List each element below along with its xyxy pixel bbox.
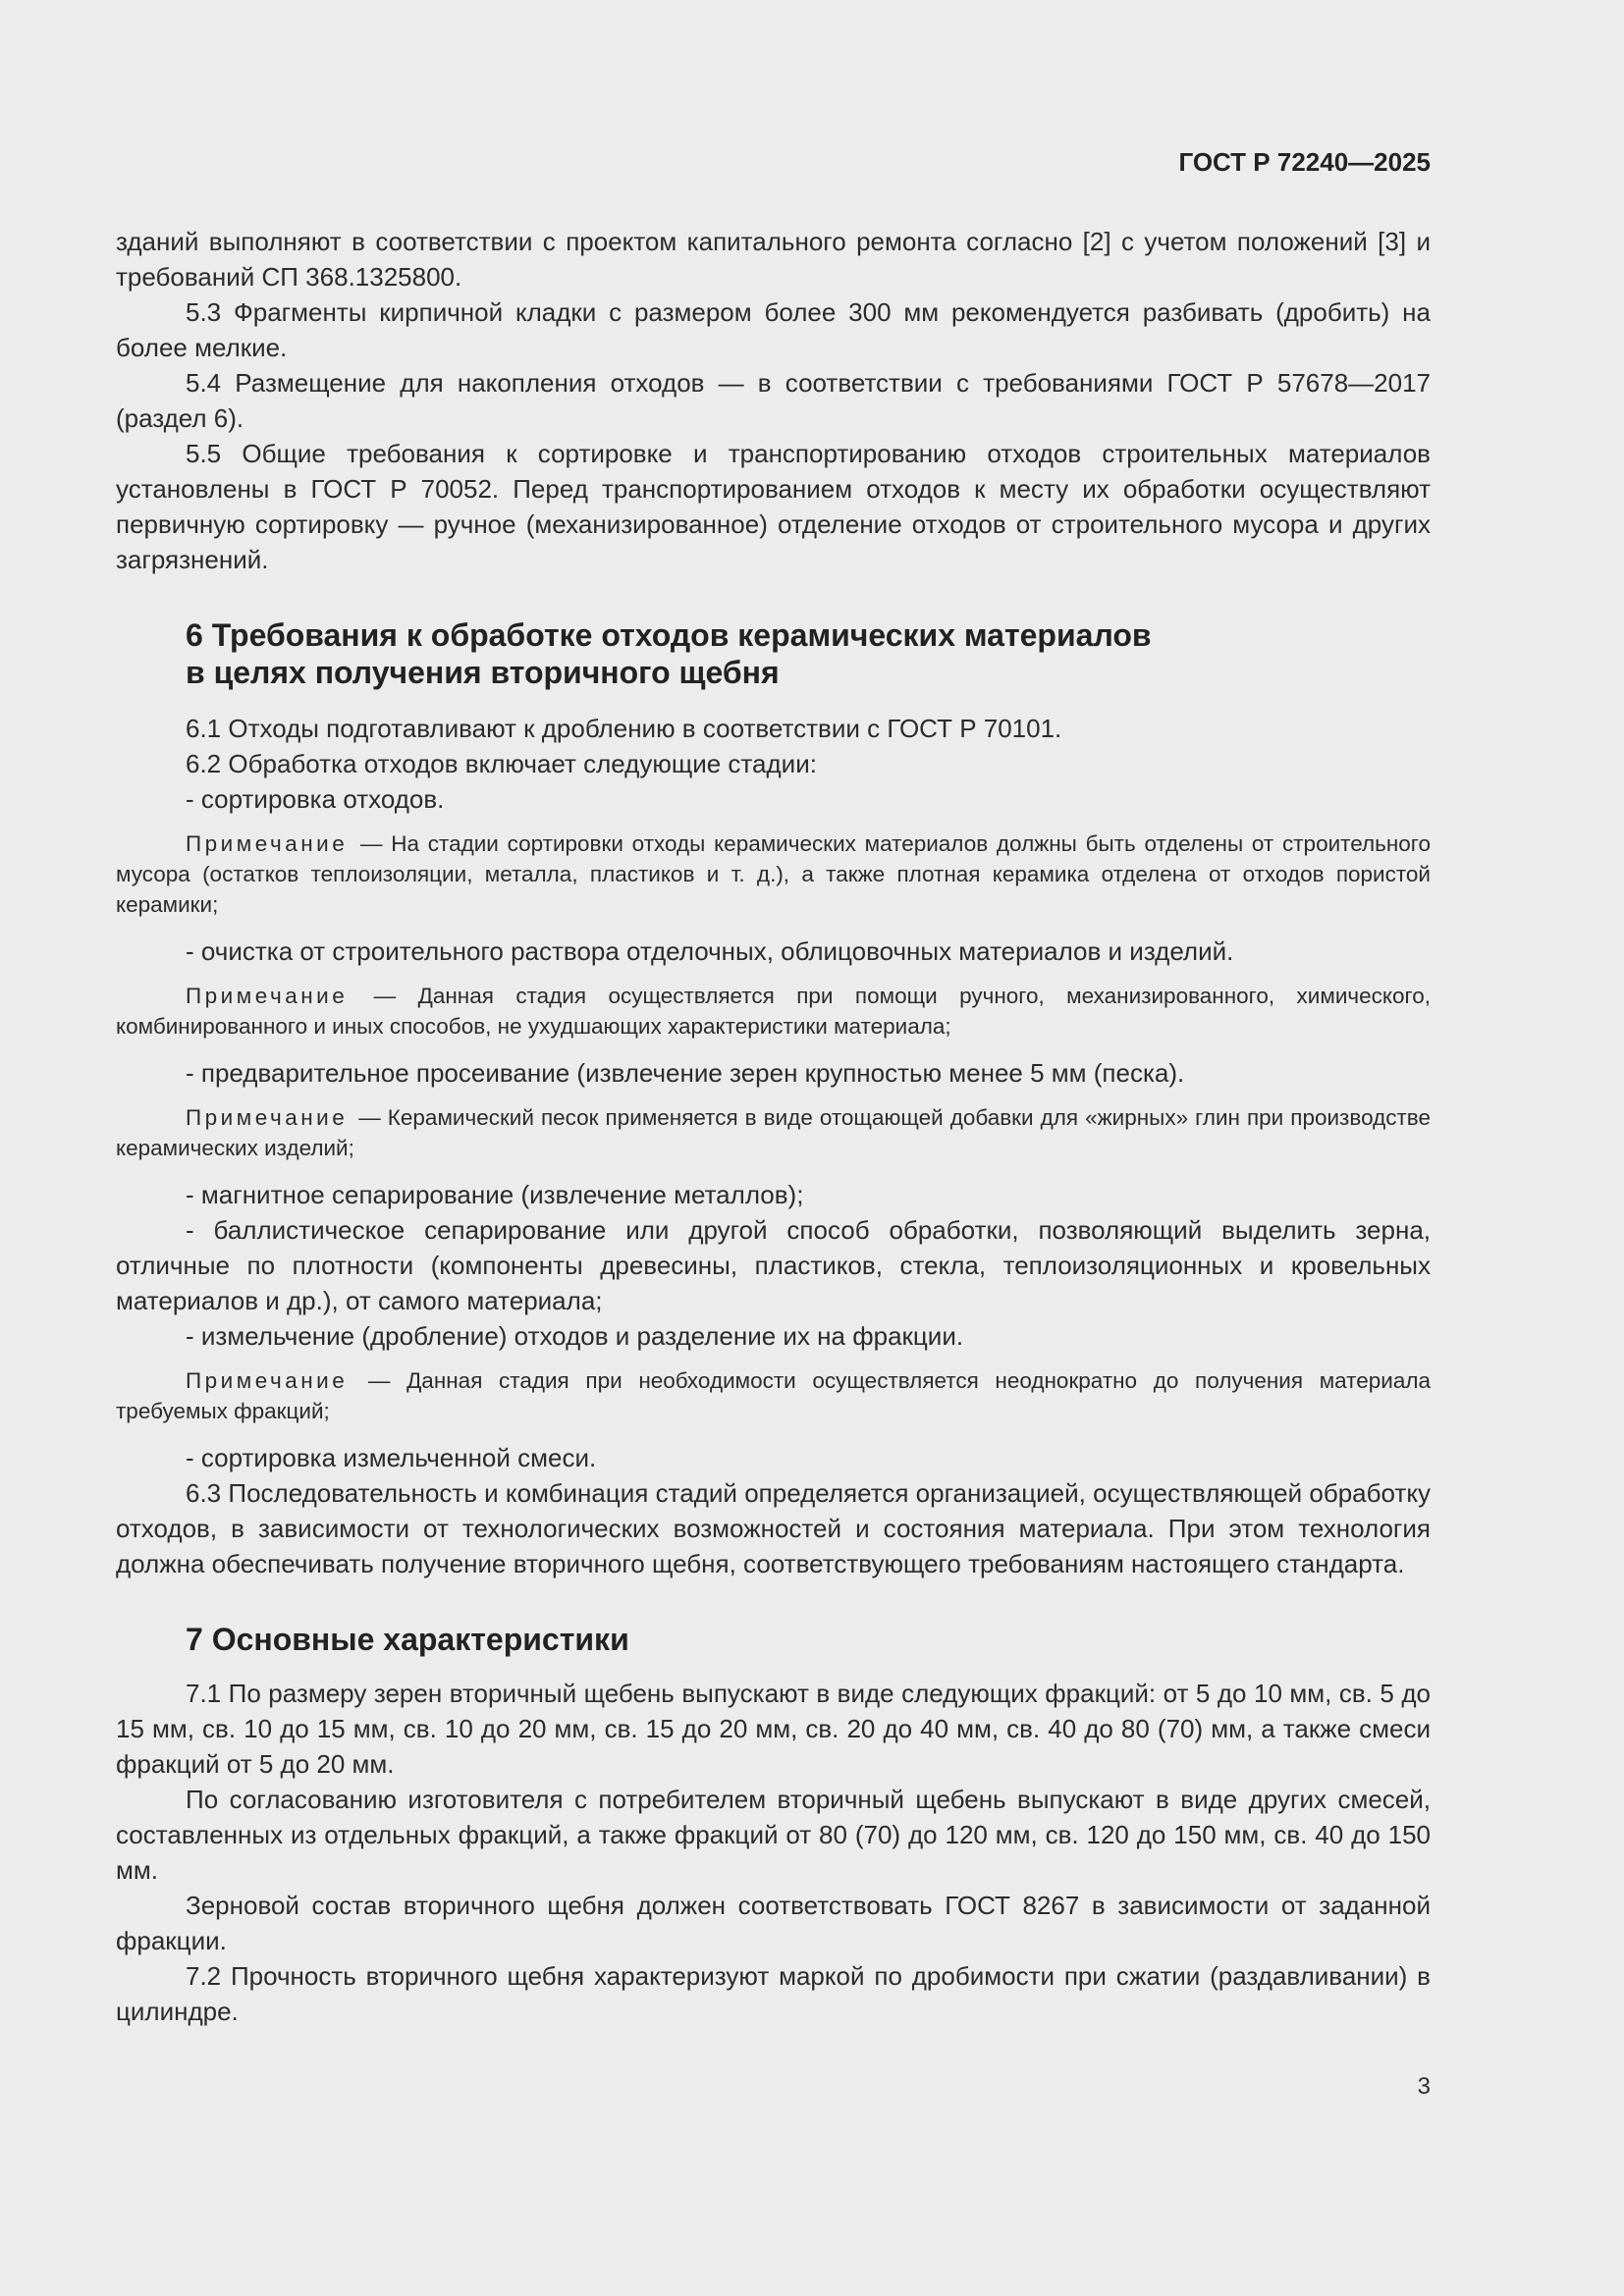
section-6-heading (116, 616, 1431, 691)
section-7-heading: 7 Основные характеристики (186, 1622, 629, 1657)
list-item-sorting: - сортировка отходов. (186, 784, 445, 814)
note-1 (116, 828, 1431, 920)
list-item-ballistic: - баллистическое сепарирование или другой способ обработки, позволяющий выделить зерна, отличные по плотности (компоненты древесины, пластиков, стекла, теплоизоляционных и кровельных материалов и др.), от самого материала; (116, 1215, 1431, 1315)
note-2 (116, 981, 1431, 1041)
paragraph-7-1-agreement: По согласованию изготовителя с потребителем вторичный щебень выпускают в виде других смесей, составленных из отдельных фракций, а также фракций от 80 (70) до 120 мм, св. 120 до 150 мм, св. 40 до 150 мм. (116, 1785, 1431, 1885)
list-item-mix-sorting: - сортировка измельченной смеси. (186, 1443, 597, 1472)
note-1-text: — На стадии сортировки отходы керамических материалов должны быть отделены от строительного мусора (остатков теплоизоляции, металла, пластиков и т. д.), а также плотная керамика отделена от отходов пористой керамики; (116, 831, 1431, 917)
note-label: Примечание (186, 1368, 349, 1393)
note-label: Примечание (186, 984, 349, 1008)
note-label: Примечание (186, 1105, 349, 1130)
note-label: Примечание (186, 831, 349, 856)
section-6-title-line-2: в целях получения вторичного щебня (186, 655, 780, 690)
paragraph-6-3: 6.3 Последовательность и комбинация стадий определяется организацией, осуществляющей обработку отходов, в зависимости от технологических возможностей и состояния материала. При этом технология должна обеспечивать получение вторичного щебня, соответствующего требованиям настоящего стандарта. (116, 1478, 1431, 1578)
standard-number-header: ГОСТ Р 72240—2025 (1178, 147, 1431, 177)
paragraph-5-5: 5.5 Общие требования к сортировке и транспортированию отходов строительных материалов установлены в ГОСТ Р 70052. Перед транспортированием отходов к месту их обработки осуществляют первичную сортировку — ручное (механизированное) отделение отходов от строительного мусора и других загрязнений. (116, 439, 1431, 574)
note-4 (116, 1365, 1431, 1426)
paragraph-7-1-grain-composition: Зерновой состав вторичного щебня должен соответствовать ГОСТ 8267 в зависимости от заданной фракции. (116, 1891, 1431, 1955)
paragraph-6-2: 6.2 Обработка отходов включает следующие стадии: (186, 749, 817, 778)
list-item-cleaning: - очистка от строительного раствора отделочных, облицовочных материалов и изделий. (186, 936, 1234, 966)
list-item-magnetic: - магнитное сепарирование (извлечение металлов); (186, 1180, 804, 1209)
list-item-crushing: - измельчение (дробление) отходов и разделение их на фракции. (186, 1321, 964, 1351)
note-4-text: — Данная стадия при необходимости осуществляется неоднократно до получения материала требуемых фракций; (116, 1368, 1431, 1423)
page-content (116, 224, 1431, 2029)
paragraph-6-1: 6.1 Отходы подготавливают к дроблению в соответствии с ГОСТ Р 70101. (186, 714, 1062, 743)
section-6-title-line-1: 6 Требования к обработке отходов керамических материалов (186, 617, 1152, 653)
list-item-sieving: - предварительное просеивание (извлечение зерен крупностью менее 5 мм (песка). (186, 1058, 1185, 1088)
paragraph-5-3: 5.3 Фрагменты кирпичной кладки с размером более 300 мм рекомендуется разбивать (дробить) на более мелкие. (116, 297, 1431, 362)
note-2-text: — Данная стадия осуществляется при помощи ручного, механизированного, химического, комбинированного и иных способов, не ухудшающих характеристики материала; (116, 984, 1431, 1039)
paragraph-5-4: 5.4 Размещение для накопления отходов — в соответствии с требованиями ГОСТ Р 57678—2017 (раздел 6). (116, 368, 1431, 433)
paragraph-7-2: 7.2 Прочность вторичного щебня характеризуют маркой по дробимости при сжатии (раздавливании) в цилиндре. (116, 1961, 1431, 2026)
paragraph-7-1: 7.1 По размеру зерен вторичный щебень выпускают в виде следующих фракций: от 5 до 10 мм, св. 5 до 15 мм, св. 10 до 15 мм, св. 10 до 20 мм, св. 15 до 20 мм, св. 20 до 40 мм, св. 40 до 80 (70) мм, а также смеси фракций от 5 до 20 мм. (116, 1679, 1431, 1779)
note-3-text: — Керамический песок применяется в виде отощающей добавки для «жирных» глин при производстве керамических изделий; (116, 1105, 1431, 1160)
paragraph-5-2-continuation: зданий выполняют в соответствии с проектом капитального ремонта согласно [2] с учетом положений [3] и требований СП 368.1325800. (116, 227, 1431, 292)
note-3 (116, 1102, 1431, 1163)
page-number: 3 (1417, 2073, 1431, 2100)
